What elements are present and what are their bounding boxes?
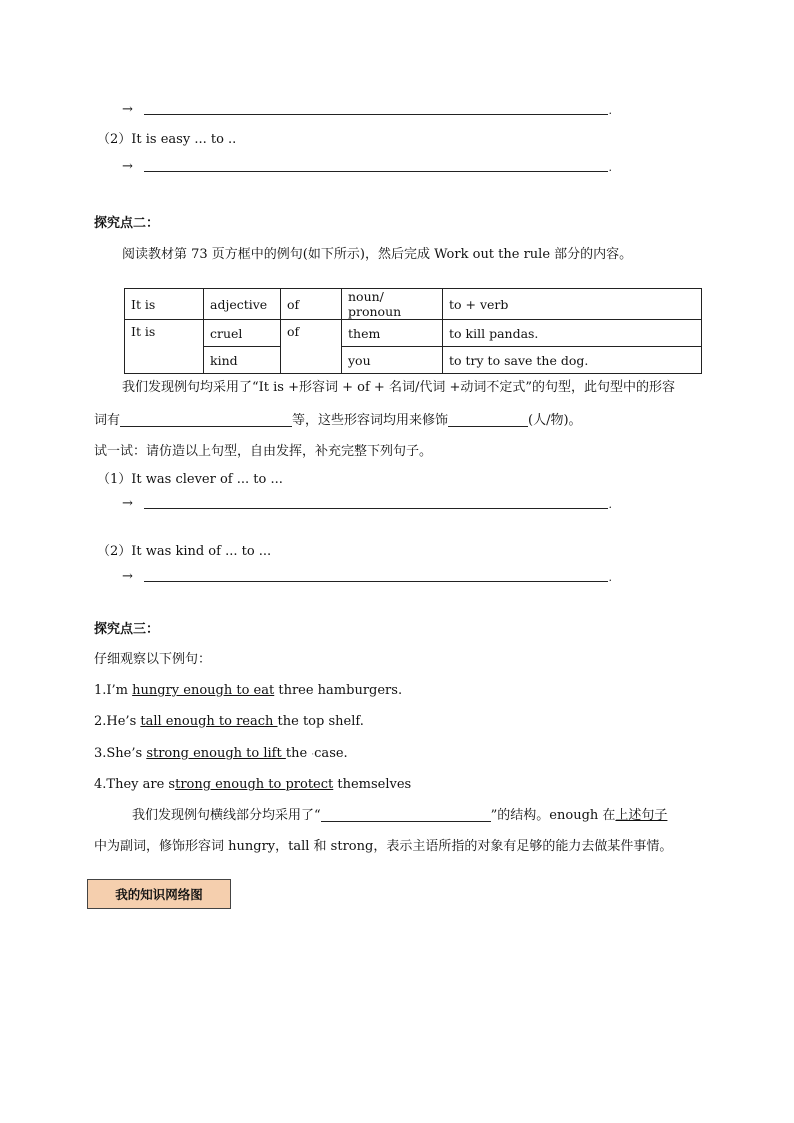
arrow-icon: → [122,159,133,174]
table-cell: kind [204,347,281,374]
conclusion-line-2: 中为副词，修饰形容词 hungry，tall 和 strong，表示主语所指的对象有足够的能力去做某件事情。 [94,839,673,854]
fill-blank[interactable] [321,807,491,822]
example-sentence-3 [94,745,348,764]
table-cell: cruel [204,320,281,347]
table-cell: adjective [204,289,281,320]
section-heading-2: 探究点二： [94,216,160,231]
sentence-text: case. [314,746,348,761]
example-sentence-2 [94,713,364,731]
answer-line-1[interactable] [122,102,622,120]
sentence-text: 4.They are s [94,777,176,792]
finding-text: 词有 [94,413,121,428]
sentence-text: the [285,746,312,761]
period: . [608,498,612,511]
table-row [125,289,702,320]
table-cell: to kill pandas. [443,320,702,347]
fill-blank[interactable] [120,412,292,427]
table-cell: them [342,320,443,347]
table-cell: to try to save the dog. [443,347,702,374]
table-cell: noun/ pronoun [342,289,443,320]
sentence-text: the top shelf. [277,714,364,729]
finding-text: (人/物)。 [528,413,582,428]
answer-underline [144,508,608,509]
example-sentence-4 [94,776,411,794]
conclusion-text: ”的结构。enough 在 [490,808,616,823]
table-row [125,320,702,347]
instruction: 阅读教材第 73 页方框中的例句(如下所示)，然后完成 Work out the rule 部分的内容。 [122,247,633,262]
sentence-text: 2.He’s [94,714,141,729]
observe-intro: 仔细观察以下例句： [94,652,212,667]
network-label-text: 我的知识网络图 [115,887,203,902]
table-cell: It is [125,289,204,320]
try-intro: 试一试：请仿造以上句型，自由发挥，补充完整下列句子。 [94,444,433,459]
period: . [608,161,612,174]
underlined-phrase: tall enough to reach [140,714,278,729]
answer-underline [144,581,608,582]
dot-mark: · [311,750,315,760]
arrow-icon: → [122,569,133,584]
answer-line-2[interactable] [122,159,622,177]
answer-line-4[interactable] [122,569,622,587]
table-cell: of [281,320,342,374]
period: . [608,571,612,584]
example-table [124,288,702,374]
conclusion-text: 我们发现例句横线部分均采用了“ [132,808,321,823]
sentence-text: three hamburgers. [274,683,403,698]
underlined-phrase: trong enough to protect [175,777,334,792]
finding-line-1: 我们发现例句均采用了“It is +形容词 + of + 名词/代词 +动词不定式”的句型，此句型中的形容 [122,380,675,395]
table-cell: to + verb [443,289,702,320]
conclusion-text: 上述句子 [615,808,668,823]
answer-underline [144,114,608,115]
sentence-text: themselves [333,777,412,792]
example-sentence-1 [94,682,402,700]
table-cell: of [281,289,342,320]
conclusion-line-1 [132,807,667,825]
underlined-phrase: strong enough to lift [146,746,286,761]
underlined-phrase: hungry enough to eat [132,683,275,698]
table-cell: you [342,347,443,374]
answer-line-3[interactable] [122,496,622,514]
table-row [125,347,702,374]
knowledge-network-label [87,879,231,909]
fill-blank[interactable] [448,412,528,427]
section-heading-3: 探究点三： [94,622,160,637]
answer-underline [144,171,608,172]
finding-text: 等，这些形容词均用来修饰 [292,413,449,428]
exercise-item-1: （1）It was clever of ... to ... [97,472,283,487]
sentence-text: 3.She’s [94,746,147,761]
exercise-item-2: （2）It is easy ... to .. [97,132,237,147]
finding-line-2 [94,412,582,430]
arrow-icon: → [122,102,133,117]
arrow-icon: → [122,496,133,511]
period: . [608,104,612,117]
table-cell: It is [125,320,204,374]
sentence-text: 1.I’m [94,683,133,698]
exercise-item-2: （2）It was kind of ... to ... [97,544,272,559]
